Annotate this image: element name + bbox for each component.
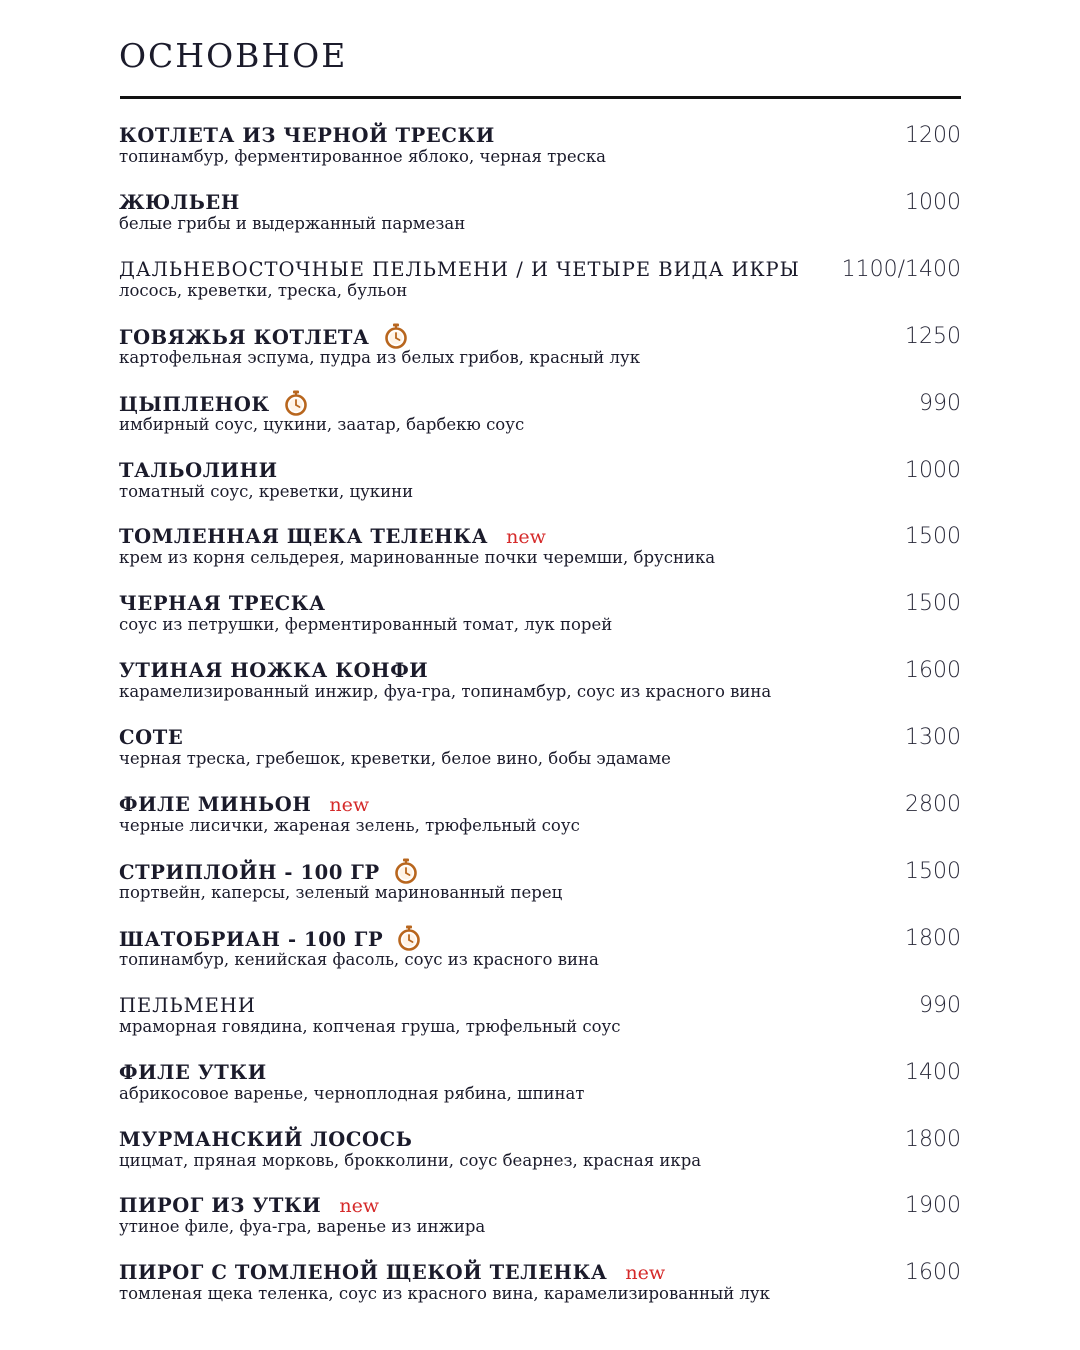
item-price: 1600 <box>905 1260 961 1285</box>
item-price: 1100/1400 <box>841 257 961 282</box>
item-description: томленая щека теленка, соус из красного вина, карамелизированный лук <box>119 1284 770 1303</box>
item-description: крем из корня сельдерея, маринованные почки черемши, брусника <box>119 548 716 567</box>
stopwatch-icon <box>394 858 418 884</box>
item-price: 990 <box>919 391 961 416</box>
item-name-text: СОТЕ <box>119 726 184 749</box>
item-price: 1400 <box>905 1060 961 1085</box>
item-description: белые грибы и выдержанный пармезан <box>119 214 466 233</box>
item-description: томатный соус, креветки, цукини <box>119 482 414 501</box>
item-description: топинамбур, кенийская фасоль, соус из красного вина <box>119 950 599 969</box>
menu-item <box>119 323 961 383</box>
item-name <box>119 523 546 551</box>
item-description: картофельная эспума, пудра из белых грибов, красный лук <box>119 348 641 367</box>
item-name-text: СТРИПЛОЙН - 100 ГР <box>119 861 380 884</box>
new-badge: new <box>329 794 370 816</box>
menu-item <box>119 523 961 583</box>
item-name-text: ШАТОБРИАН - 100 ГР <box>119 928 384 951</box>
item-name <box>119 1126 412 1154</box>
menu-item <box>119 1259 961 1319</box>
page-title: ОСНОВНОЕ <box>119 36 348 75</box>
item-description: черные лисички, жареная зелень, трюфельный соус <box>119 816 580 835</box>
item-price: 1500 <box>905 859 961 884</box>
item-price: 1250 <box>905 324 961 349</box>
item-name-text: ФИЛЕ МИНЬОН <box>119 793 312 816</box>
menu-item <box>119 724 961 784</box>
item-name <box>119 1059 267 1087</box>
item-name-text: КОТЛЕТА ИЗ ЧЕРНОЙ ТРЕСКИ <box>119 124 495 147</box>
item-description: цицмат, пряная морковь, брокколини, соус беарнез, красная икра <box>119 1151 702 1170</box>
menu-item <box>119 992 961 1052</box>
menu-item <box>119 390 961 450</box>
item-price: 1800 <box>905 1127 961 1152</box>
new-badge: new <box>625 1262 666 1284</box>
menu-item <box>119 189 961 249</box>
item-price: 1800 <box>905 926 961 951</box>
new-badge: new <box>506 526 546 548</box>
item-name <box>119 256 800 284</box>
item-name-text: ТОМЛЕННАЯ ЩЕКА ТЕЛЕНКА <box>119 525 489 548</box>
item-price: 1300 <box>905 725 961 750</box>
menu-item <box>119 590 961 650</box>
item-name-text: ТАЛЬОЛИНИ <box>119 459 278 482</box>
item-price: 1000 <box>905 190 961 215</box>
menu-item <box>119 1192 961 1252</box>
item-price: 1900 <box>905 1193 961 1218</box>
item-description: топинамбур, ферментированное яблоко, черная треска <box>119 147 607 166</box>
item-name <box>119 858 418 886</box>
item-price: 990 <box>919 993 961 1018</box>
new-badge: new <box>339 1195 380 1217</box>
item-description: лосось, креветки, треска, бульон <box>119 281 408 300</box>
menu-item <box>119 791 961 851</box>
menu-item <box>119 256 961 316</box>
item-name-text: ПИРОГ ИЗ УТКИ <box>119 1194 322 1217</box>
item-name-text: ЖЮЛЬЕН <box>119 191 240 214</box>
item-description: мраморная говядина, копченая груша, трюфельный соус <box>119 1017 621 1036</box>
item-description: имбирный соус, цукини, заатар, барбекю соус <box>119 415 525 434</box>
menu-item <box>119 1059 961 1119</box>
item-description: соус из петрушки, ферментированный томат, лук порей <box>119 615 613 634</box>
item-price: 1500 <box>905 524 961 549</box>
item-name-text: ДАЛЬНЕВОСТОЧНЫЕ ПЕЛЬМЕНИ / И ЧЕТЫРЕ ВИДА ИКРЫ <box>119 258 800 281</box>
stopwatch-icon <box>384 323 408 349</box>
item-price: 1600 <box>905 658 961 683</box>
item-name <box>119 1259 665 1287</box>
item-name <box>119 791 369 819</box>
item-description: утиное филе, фуа-гра, варенье из инжира <box>119 1217 486 1236</box>
item-price: 1500 <box>905 591 961 616</box>
stopwatch-icon <box>284 390 308 416</box>
menu-item <box>119 122 961 182</box>
menu-item <box>119 925 961 985</box>
title-divider <box>120 96 961 99</box>
item-description: абрикосовое варенье, черноплодная рябина, шпинат <box>119 1084 585 1103</box>
item-name-text: МУРМАНСКИЙ ЛОСОСЬ <box>119 1128 413 1151</box>
item-name <box>119 657 428 685</box>
item-name <box>119 925 421 953</box>
item-name <box>119 1192 379 1220</box>
item-name <box>119 390 308 418</box>
item-name-text: УТИНАЯ НОЖКА КОНФИ <box>119 659 429 682</box>
menu-item <box>119 858 961 918</box>
item-name <box>119 457 278 485</box>
item-name <box>119 122 495 150</box>
item-name <box>119 189 240 217</box>
item-name <box>119 323 408 351</box>
item-description: портвейн, каперсы, зеленый маринованный перец <box>119 883 563 902</box>
item-price: 1000 <box>905 458 961 483</box>
item-price: 2800 <box>905 792 961 817</box>
item-name <box>119 590 326 618</box>
item-name <box>119 724 183 752</box>
item-name-text: ГОВЯЖЬЯ КОТЛЕТА <box>119 326 370 349</box>
item-name-text: ЦЫПЛЕНОК <box>119 393 270 416</box>
menu-item <box>119 1126 961 1186</box>
item-name-text: ПЕЛЬМЕНИ <box>119 994 256 1017</box>
item-name <box>119 992 256 1020</box>
item-description: черная треска, гребешок, креветки, белое вино, бобы эдамаме <box>119 749 671 768</box>
stopwatch-icon <box>397 925 421 951</box>
item-name-text: ФИЛЕ УТКИ <box>119 1061 267 1084</box>
menu-item <box>119 657 961 717</box>
item-name-text: ЧЕРНАЯ ТРЕСКА <box>119 592 326 615</box>
menu-item <box>119 457 961 517</box>
item-name-text: ПИРОГ С ТОМЛЕНОЙ ЩЕКОЙ ТЕЛЕНКА <box>119 1261 608 1284</box>
item-description: карамелизированный инжир, фуа-гра, топинамбур, соус из красного вина <box>119 682 772 701</box>
item-price: 1200 <box>905 123 961 148</box>
